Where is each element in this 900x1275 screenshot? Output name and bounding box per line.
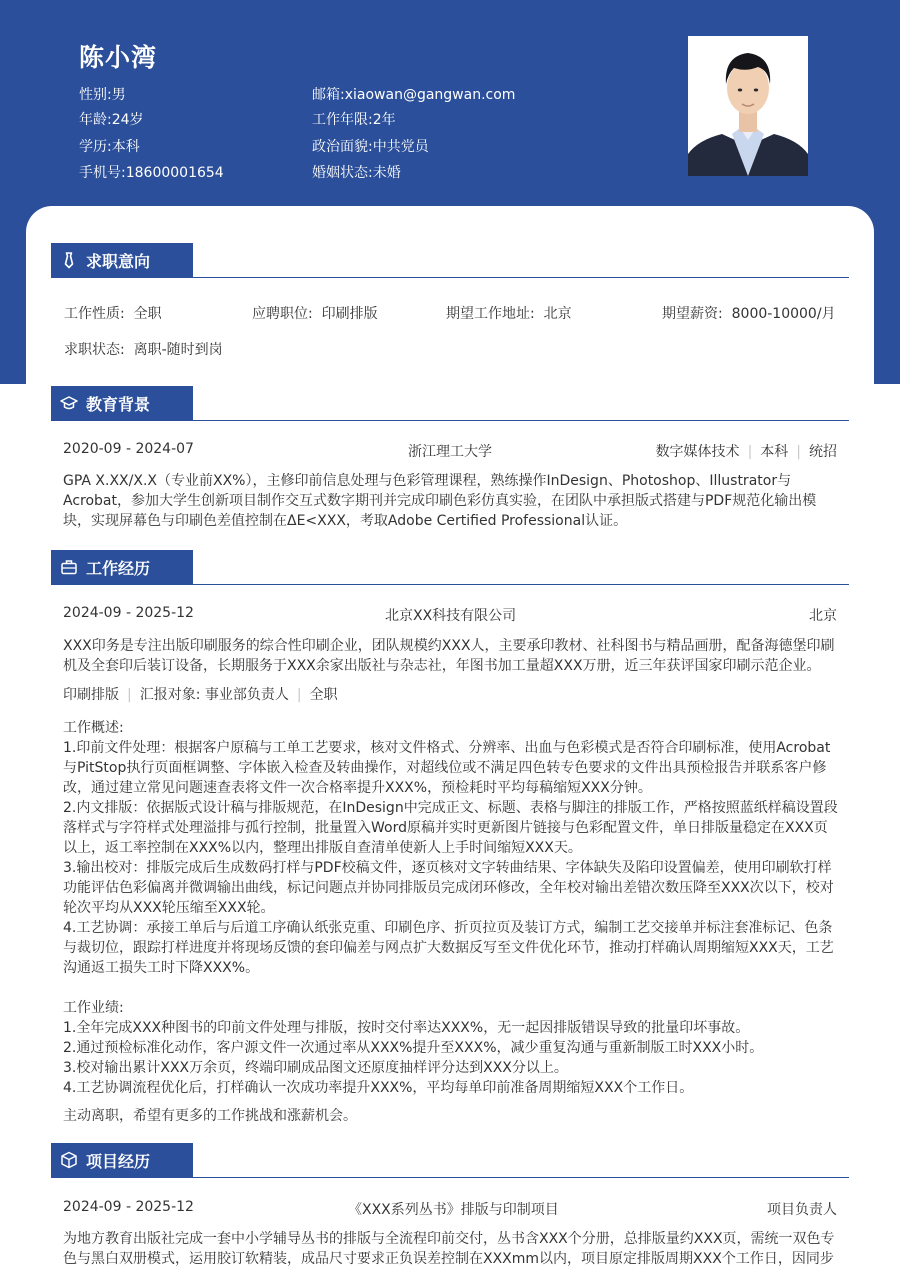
work-city: 北京 (809, 608, 837, 624)
intent-status: 求职状态: 离职-随时到岗 (64, 342, 223, 358)
work-date: 2024-09 - 2025-12 (63, 605, 194, 621)
info-work-years: 工作年限:2年 (312, 112, 396, 128)
section-divider (51, 420, 849, 421)
section-divider (51, 1177, 849, 1178)
project-date: 2024-09 - 2025-12 (63, 1199, 194, 1215)
section-header-education (51, 386, 849, 422)
section-header-work (51, 550, 849, 586)
section-header-intent (51, 243, 849, 279)
education-school: 浙江理工大学 (408, 444, 492, 460)
info-education: 学历:本科 (79, 139, 140, 155)
work-leave-reason: 主动离职，希望有更多的工作挑战和涨薪机会。 (63, 1108, 357, 1124)
resume-header (0, 0, 900, 206)
section-divider (51, 277, 849, 278)
project-name: 《XXX系列丛书》排版与印制项目 (348, 1202, 559, 1218)
profile-photo (688, 36, 808, 176)
section-title-work: 工作经历 (86, 558, 151, 578)
intent-job-type: 工作性质: 全职 (64, 306, 162, 322)
info-email: 邮箱:xiaowan@gangwan.com (312, 87, 516, 103)
project-description: 为地方教育出版社完成一套中小学辅导丛书的排版与全流程印前交付，丛书含XXX个分册，总排版量约XXX页，需统一双色专 色与黑白双册模式，运用胶订软精装，成品尺寸要求正负误差控制在XXXmm以内，项目原定排版周期XXX个工作日，因同步 (63, 1231, 835, 1267)
work-company: 北京XX科技有限公司 (385, 608, 517, 624)
intent-salary: 期望薪资: 8000-10000/月 (662, 306, 836, 322)
education-date: 2020-09 - 2024-07 (63, 441, 194, 457)
work-tags: 印刷排版 | 汇报对象: 事业部负责人 | 全职 (63, 687, 338, 703)
candidate-name: 陈小湾 (79, 43, 158, 72)
tie-icon (60, 251, 78, 269)
section-divider (51, 584, 849, 585)
info-marital: 婚姻状态:未婚 (312, 165, 401, 181)
project-role: 项目负责人 (767, 1202, 837, 1218)
section-title-project: 项目经历 (86, 1151, 151, 1171)
info-gender: 性别:男 (79, 87, 126, 103)
briefcase-icon (60, 558, 78, 576)
graduation-cap-icon (60, 394, 78, 412)
cube-icon (60, 1151, 78, 1169)
portrait-image (688, 36, 808, 176)
section-header-project (51, 1143, 849, 1179)
info-phone: 手机号:18600001654 (79, 165, 224, 181)
education-meta: 数字媒体技术 | 本科 | 统招 (655, 444, 837, 460)
info-age: 年龄:24岁 (79, 112, 144, 128)
education-description: GPA X.XX/X.X（专业前XX%），主修印前信息处理与色彩管理课程，熟练操作InDesign、Photoshop、Illustrator与 Acrobat，参加大学生创新项目制作交互式数字期刊并完成印刷色彩仿真实验，在团队中承担版式搭建与PDF规范化输出模 块，实现屏幕色与印刷色差值控制在ΔE<XXX，考取Adobe Certified Professional认证。 (63, 473, 817, 529)
info-political: 政治面貌:中共党员 (312, 139, 429, 155)
intent-location: 期望工作地址: 北京 (446, 306, 572, 322)
intent-position: 应聘职位: 印刷排版 (252, 306, 378, 322)
section-title-intent: 求职意向 (86, 251, 151, 271)
work-company-intro: XXX印务是专注出版印刷服务的综合性印刷企业，团队规模约XXX人，主要承印教材、社科图书与精品画册，配备海德堡印刷 机及全套印后装订设备，长期服务于XXX余家出版社与杂志社，年图书加工量超XXX万册，近三年获评国家印刷示范企业。 (63, 638, 835, 674)
work-details: 工作概述: 1.印前文件处理：根据客户原稿与工单工艺要求，核对文件格式、分辨率、出血与色彩模式是否符合印刷标准，使用Acrobat 与PitStop执行页面框调整、字体嵌入检查及转曲操作，对超线位或不满足四色转专色要求的文件出具预检报告并联系客户修 改，通过建立常见问题速查表将文件一次合格率提升XXX%，预检耗时平均每稿缩短XXX分钟。 2.内文排版：依据版式设计稿与排版规范，在InDesign中完成正文、标题、表格与脚注的排版工作，严格按照蓝纸样稿设置段 落样式与字符样式处理溢排与孤行控制，批量置入Word原稿并实时更新图片链接与色彩配置文件，单日排版量稳定在XXX页 以上，返工率控制在XXX%以内，整理出排版自查清单使新人上手时间缩短XXX天。 3.输出校对：排版完成后生成数码打样与PDF校稿文件，逐页核对文字转曲结果、字体缺失及陷印设置偏差，使用印刷软打样 功能评估色彩偏离并微调输出曲线，标记问题点并协同排版员完成闭环修改，全年校对输出差错次数压降至XXX次以下，校对 轮次平均从XXX轮压缩至XXX轮。 4.工艺协调：承接工单后与后道工序确认纸张克重、印刷色序、折页拉页及装订方式，编制工艺交接单并标注套准标记、色条 与裁切位，跟踪打样进度并将现场反馈的套印偏差与网点扩大数据反写至文件优化环节，推动打样确认周期缩短XXX天，工艺 沟通返工损失工时下降XXX%。 工作业绩: 1.全年完成XXX种图书的印前文件处理与排版，按时交付率达XXX%，无一起因排版错误导致的批量印坏事故。 2.通过预检标准化动作，客户源文件一次通过率从XXX%提升至XXX%，减少重复沟通与重新制版工时XXX小时。 3.校对输出累计XXX万余页，终端印刷成品图文还原度抽样评分达到XXX分以上。 4.工艺协调流程优化后，打样确认一次成功率提升XXX%，平均每单印前准备周期缩短XXX个工作日。 (63, 720, 838, 1096)
section-title-education: 教育背景 (86, 394, 151, 414)
